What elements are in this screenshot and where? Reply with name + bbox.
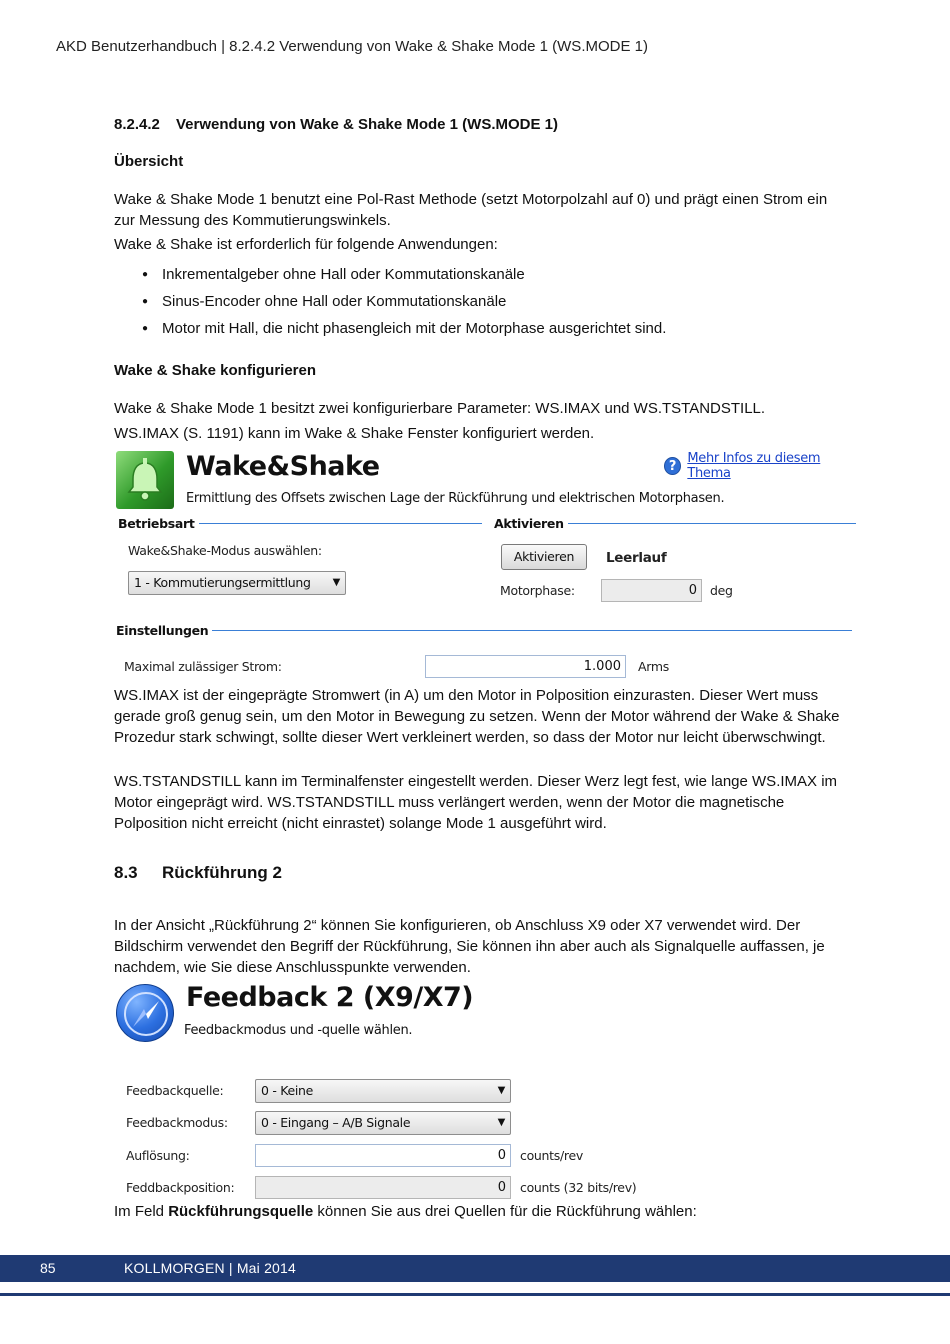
group-label: Aktivieren — [494, 516, 564, 531]
section-number: 8.2.4.2 — [114, 116, 160, 133]
status-text: Leerlauf — [606, 550, 667, 566]
mode-select[interactable] — [255, 1111, 511, 1135]
list-item: ● Motor mit Hall, die nicht phasengleich mit der Motorphase ausgerichtet sind. — [114, 319, 844, 346]
list-item: ● Inkrementalgeber ohne Hall oder Kommutationskanäle — [114, 265, 844, 292]
resolution-input[interactable]: 0 — [255, 1144, 511, 1167]
page-number: 85 — [40, 1260, 56, 1276]
group-einstellungen — [116, 623, 852, 638]
overview-heading: Übersicht — [114, 153, 184, 170]
text-run: können Sie aus drei Quellen für die Rückführung wählen: — [313, 1203, 697, 1220]
wake-shake-screenshot — [112, 445, 860, 685]
emphasized-term: Rückführungsquelle — [168, 1203, 314, 1220]
mode-select-value: 0 - Eingang – A/B Signale — [261, 1115, 411, 1130]
activate-button[interactable]: Aktivieren — [501, 544, 587, 570]
compass-icon — [116, 984, 174, 1042]
bell-icon — [116, 451, 174, 509]
mode-label: Feedbackmodus: — [126, 1115, 228, 1130]
text-run: Im Feld — [114, 1203, 169, 1220]
max-current-label: Maximal zulässiger Strom: — [124, 659, 282, 674]
footer-brand: KOLLMORGEN | Mai 2014 — [124, 1260, 297, 1276]
window-title: Feedback 2 (X9/X7) — [186, 982, 474, 1013]
section-heading-83 — [114, 863, 844, 883]
source-select[interactable] — [255, 1079, 511, 1103]
resolution-label: Auflösung: — [126, 1148, 190, 1163]
paragraph: In der Ansicht „Rückführung 2“ können Sie konfigurieren, ob Anschluss X9 oder X7 verwendet wird. Der Bildschirm verwendet den Begriff der Rückführung, Sie können ihn aber auch als Signalquelle auffassen, je nachdem, wie Sie diese Anschlusspunkte verwenden. — [114, 917, 825, 976]
feedback-screenshot — [112, 980, 672, 1202]
paragraph: Wake & Shake Mode 1 benutzt eine Pol-Rast Methode (setzt Motorpolzahl auf 0) und prägt einen Strom ein zur Messung des Kommutierungswinkels. — [114, 191, 828, 229]
source-select-value: 0 - Keine — [261, 1083, 314, 1098]
paragraph — [114, 1201, 844, 1222]
window-subtitle: Feedbackmodus und -quelle wählen. — [184, 1023, 413, 1038]
max-current-input[interactable]: 1.000 — [425, 655, 626, 678]
window-title: Wake&Shake — [186, 451, 380, 482]
mode-select[interactable] — [128, 571, 346, 595]
position-label: Feddbackposition: — [126, 1180, 235, 1195]
page-header: AKD Benutzerhandbuch | 8.2.4.2 Verwendung von Wake & Shake Mode 1 (WS.MODE 1) — [56, 38, 648, 55]
mode-label: Wake&Shake-Modus auswählen: — [128, 543, 322, 558]
motorphase-label: Motorphase: — [500, 583, 575, 598]
position-unit: counts (32 bits/rev) — [520, 1180, 637, 1195]
paragraph: Wake & Shake Mode 1 besitzt zwei konfigurierbare Parameter: WS.IMAX und WS.TSTANDSTILL. — [114, 400, 766, 417]
help-link-group[interactable] — [664, 451, 860, 481]
help-link[interactable]: Mehr Infos zu diesem Thema — [687, 451, 821, 481]
footer-divider — [0, 1293, 950, 1296]
motorphase-unit: deg — [710, 583, 733, 598]
section-title: Verwendung von Wake & Shake Mode 1 (WS.MODE 1) — [176, 116, 559, 133]
source-label: Feedbackquelle: — [126, 1083, 224, 1098]
section-number: 8.3 — [114, 863, 138, 882]
list-item: ● Sinus-Encoder ohne Hall oder Kommutationskanäle — [114, 292, 844, 319]
motorphase-field: 0 — [601, 579, 702, 602]
dropdown-arrow-icon: ▼ — [497, 1085, 505, 1096]
help-icon[interactable]: ? — [664, 457, 681, 475]
group-aktivieren — [494, 516, 856, 531]
resolution-unit: counts/rev — [520, 1148, 583, 1163]
paragraph: Wake & Shake ist erforderlich für folgende Anwendungen: — [114, 236, 498, 253]
position-field: 0 — [255, 1176, 511, 1199]
mode-select-value: 1 - Kommutierungsermittlung — [134, 575, 311, 590]
group-label: Einstellungen — [116, 623, 209, 638]
bullet-list — [114, 265, 844, 346]
max-current-unit: Arms — [638, 659, 669, 674]
dropdown-arrow-icon: ▼ — [332, 577, 340, 588]
config-heading: Wake & Shake konfigurieren — [114, 362, 317, 379]
dropdown-arrow-icon: ▼ — [497, 1117, 505, 1128]
section-heading-8242 — [114, 116, 844, 133]
window-subtitle: Ermittlung des Offsets zwischen Lage der Rückführung und elektrischen Motorphasen. — [186, 491, 725, 506]
footer-bar — [0, 1255, 950, 1282]
section-title: Rückführung 2 — [162, 863, 282, 882]
paragraph: WS.TSTANDSTILL kann im Terminalfenster eingestellt werden. Dieser Werz legt fest, wie lange WS.IMAX im Motor eingeprägt wird. WS.TSTANDSTILL muss verlängert werden, wenn der Motor die magnetische Polposition nicht erreicht (nicht einrastet) solange Mode 1 ausgeführt wird. — [114, 773, 838, 832]
paragraph: WS.IMAX ist der eingeprägte Stromwert (in A) um den Motor in Polposition einzurasten. Dieser Wert muss gerade groß genug sein, um den Motor in Bewegung zu setzen. Wenn der Motor während der Wake & Shake Prozedur stark schwingt, sollte dieser Wert verkleinert werden, so dass der Motor nur leicht überwschwingt. — [114, 687, 840, 746]
group-label: Betriebsart — [118, 516, 195, 531]
group-betriebsart — [118, 516, 482, 531]
paragraph: WS.IMAX (S. 1191) kann im Wake & Shake Fenster konfiguriert werden. — [114, 425, 595, 442]
